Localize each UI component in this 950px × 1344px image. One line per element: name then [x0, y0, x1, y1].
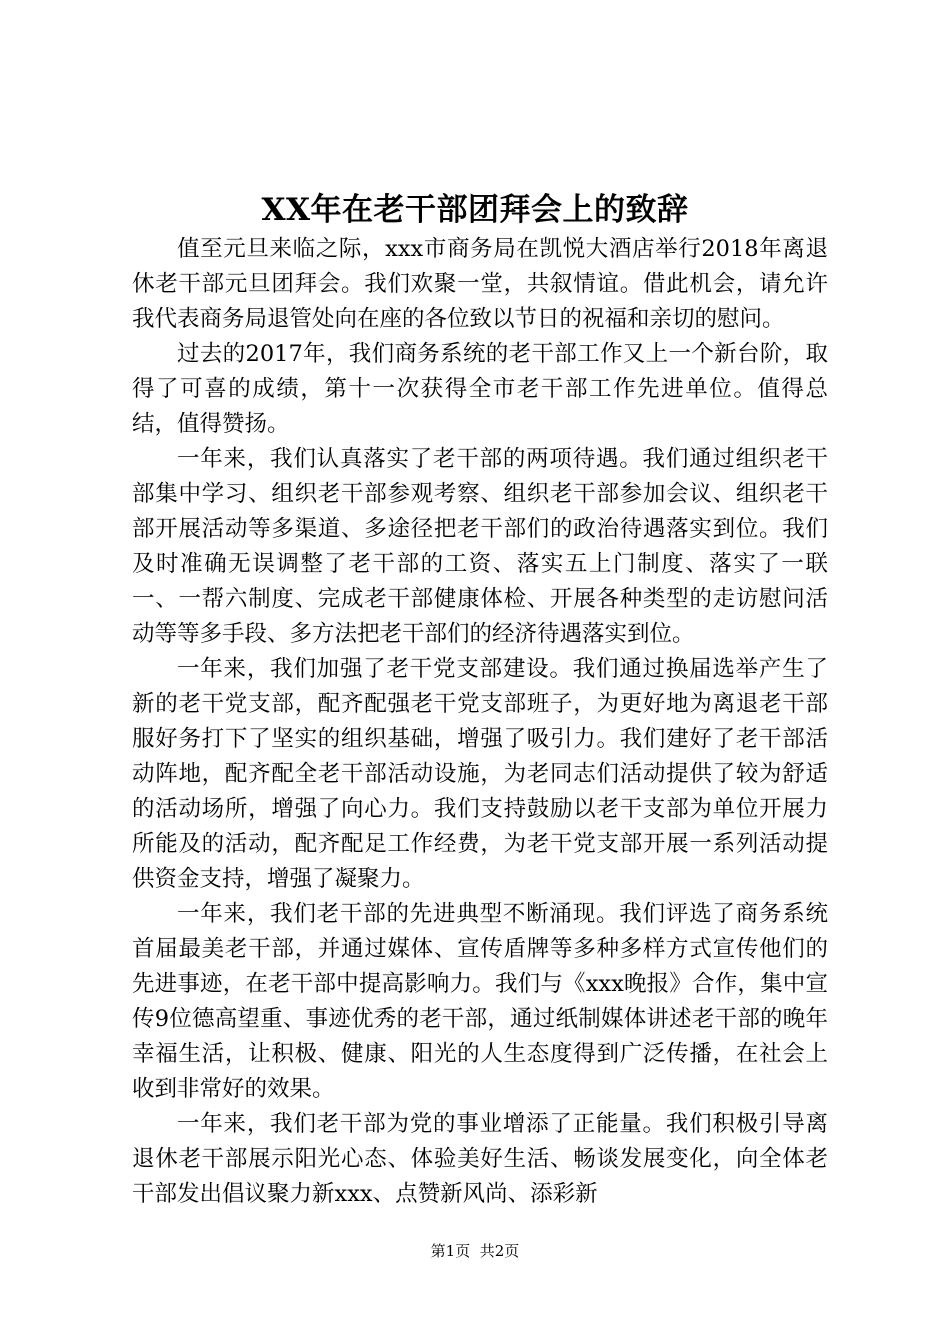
document-title: XX年在老干部团拜会上的致辞 [261, 192, 689, 228]
paragraph-4: 一年来，我们加强了老干党支部建设。我们通过换届选举产生了新的老干党支部，配齐配强老干党支部班子，为更好地为离退老干部服好务打下了坚实的组织基础，增强了吸引力。我们建好了老干部活动阵地，配齐配全老干部活动设施，为老同志们活动提供了较为舒适的活动场所，增强了向心力。我们支持鼓励以老干支部为单位开展力所能及的活动，配齐配足工作经费，为老干党支部开展一系列活动提供资金支持，增强了凝聚力。 [132, 656, 828, 892]
page-number-current: 第1页 [430, 1242, 471, 1260]
paragraph-6: 一年来，我们老干部为党的事业增添了正能量。我们积极引导离退休老干部展示阳光心态、体验美好生活、畅谈发展变化，向全体老干部发出倡议聚力新xxx、点赞新风尚、添彩新 [132, 1111, 828, 1207]
paragraph-1: 值至元旦来临之际，xxx市商务局在凯悦大酒店举行2018年离退休老干部元旦团拜会。我们欢聚一堂，共叙情谊。借此机会，请允许我代表商务局退管处向在座的各位致以节日的祝福和亲切的慰问。 [132, 236, 828, 332]
footer-spacer [470, 1242, 480, 1260]
paragraph-2: 过去的2017年，我们商务系统的老干部工作又上一个新台阶，取得了可喜的成绩，第十一次获得全市老干部工作先进单位。值得总结，值得赞扬。 [132, 341, 828, 437]
page-footer [0, 1241, 950, 1261]
document-body [132, 232, 828, 1212]
page-number-total: 共2页 [479, 1242, 520, 1260]
paragraph-5: 一年来，我们老干部的先进典型不断涌现。我们评选了商务系统首届最美老干部，并通过媒体、宣传盾牌等多种多样方式宣传他们的先进事迹，在老干部中提高影响力。我们与《xxx晚报》合作，集中宣传9位德高望重、事迹优秀的老干部，通过纸制媒体讲述老干部的晚年幸福生活，让积极、健康、阳光的人生态度得到广泛传播，在社会上收到非常好的效果。 [132, 901, 828, 1102]
paragraph-3: 一年来，我们认真落实了老干部的两项待遇。我们通过组织老干部集中学习、组织老干部参观考察、组织老干部参加会议、组织老干部开展活动等多渠道、多途径把老干部们的政治待遇落实到位。我们及时准确无误调整了老干部的工资、落实五上门制度、落实了一联一、一帮六制度、完成老干部健康体检、开展各种类型的走访慰问活动等等多手段、多方法把老干部们的经济待遇落实到位。 [132, 446, 828, 647]
